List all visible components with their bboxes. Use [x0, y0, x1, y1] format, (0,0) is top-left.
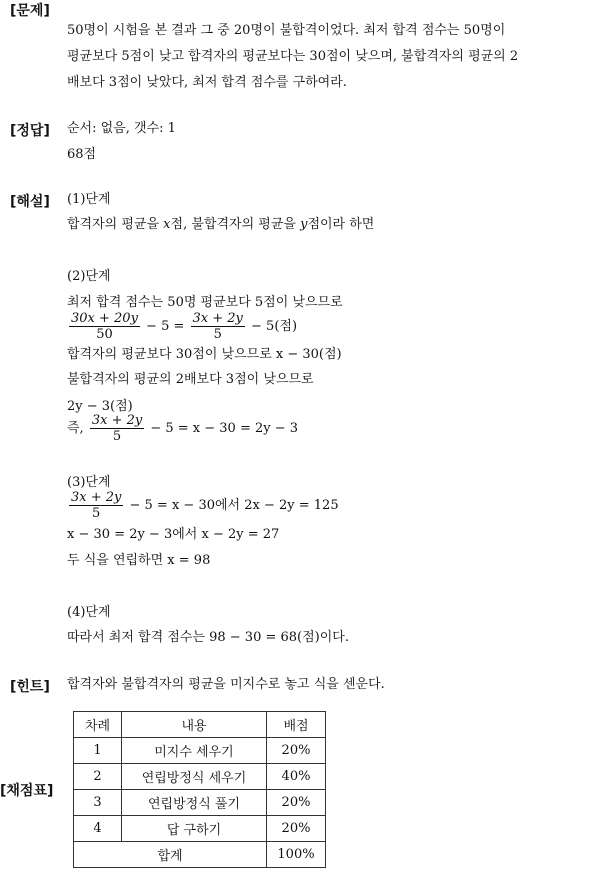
row-points: 20%	[267, 816, 326, 842]
header-content: 내용	[122, 712, 267, 738]
step3-line-1-rest: − 5 = x − 30에서 2x − 2y = 125	[125, 498, 339, 513]
row-points: 40%	[267, 764, 326, 790]
var-y: y	[300, 217, 308, 232]
fraction-numerator: 30x + 20y	[71, 311, 138, 326]
row-order: 1	[74, 738, 122, 764]
problem-line-3: 배보다 3점이 낮았다, 최저 합격 점수를 구하여라.	[67, 75, 347, 90]
fraction-numerator: 3x + 2y	[71, 490, 122, 505]
row-order: 4	[74, 816, 122, 842]
fraction	[69, 311, 140, 342]
fraction-numerator: 3x + 2y	[91, 413, 143, 428]
table-row	[74, 790, 326, 816]
row-content: 연립방정식 풀기	[122, 790, 267, 816]
step2-line-3	[67, 346, 342, 364]
hint-text: 합격자와 불합격자의 평균을 미지수로 놓고 식을 센운다.	[67, 677, 385, 692]
rubric-label: [채점표]	[0, 783, 54, 799]
row-content: 답 구하기	[122, 816, 267, 842]
row-order: 2	[74, 764, 122, 790]
step3-line-3: 두 식을 연립하면 x = 98	[67, 553, 211, 568]
row-order: 3	[74, 790, 122, 816]
problem-label: [문제]	[10, 3, 50, 19]
step2-equation-1	[67, 311, 297, 342]
var-x: x	[163, 217, 171, 232]
fraction-denominator: 5	[112, 429, 122, 444]
total-label: 합계	[74, 842, 267, 868]
step1-text	[67, 216, 374, 234]
step3-equation-1	[67, 490, 339, 521]
step2-line-6-rest: − 5 = x − 30 = 2y − 3	[146, 421, 299, 436]
problem-line-1: 50명이 시험을 본 결과 그 중 20명이 불합격이었다. 최저 합격 점수는 50명이	[67, 23, 506, 38]
solution-label: [해설]	[10, 194, 50, 210]
table-total-row	[74, 842, 326, 868]
step3-title: (3)단계	[67, 475, 111, 490]
step2-line-1: 최저 합격 점수는 50명 평균보다 5점이 낮으므로	[67, 295, 343, 310]
step2-line-3-text: 합격자의 평균보다 30점이 낮으므로	[67, 347, 276, 362]
step4-line: 따라서 최저 합격 점수는 98 − 30 = 68(점)이다.	[67, 630, 349, 645]
step3-line-2: x − 30 = 2y − 3에서 x − 2y = 27	[67, 527, 280, 542]
fraction-denominator: 5	[92, 506, 101, 521]
step2-line-3-math: x − 30(점)	[275, 347, 342, 362]
answer-label: [정답]	[10, 123, 50, 139]
fraction	[191, 311, 245, 342]
step4-title: (4)단계	[67, 605, 111, 620]
fraction-denominator: 5	[213, 327, 222, 342]
step1-text-b: 점, 불합격자의 평균을	[170, 217, 301, 232]
table-row	[74, 816, 326, 842]
row-content: 미지수 세우기	[122, 738, 267, 764]
table-row	[74, 738, 326, 764]
equation-mid: − 5 =	[141, 319, 189, 334]
step2-line-6-prefix: 즉,	[67, 421, 88, 436]
fraction-numerator: 3x + 2y	[192, 311, 243, 326]
fraction	[90, 413, 144, 444]
step2-equation-2	[67, 413, 298, 444]
step1-text-c: 점이라 하면	[307, 217, 375, 232]
fraction-denominator: 50	[96, 327, 113, 342]
problem-line-2: 평균보다 5점이 낮고 합격자의 평균보다는 30점이 낮으며, 불합격자의 평균의 2	[67, 49, 519, 64]
header-points: 배점	[267, 712, 326, 738]
step2-line-4: 불합격자의 평균의 2배보다 3점이 낮으므로	[67, 372, 314, 387]
row-points: 20%	[267, 738, 326, 764]
rubric-table	[73, 711, 326, 868]
row-content: 연립방정식 세우기	[122, 764, 267, 790]
step2-line-5: 2y − 3(점)	[67, 399, 133, 414]
total-value: 100%	[267, 842, 326, 868]
answer-line-2: 68점	[67, 147, 97, 162]
table-row	[74, 764, 326, 790]
table-header-row	[74, 712, 326, 738]
row-points: 20%	[267, 790, 326, 816]
step1-text-a: 합격자의 평균을	[67, 217, 164, 232]
equation-tail: − 5(점)	[246, 319, 298, 334]
answer-line-1: 순서: 없음, 갯수: 1	[67, 121, 176, 136]
fraction	[69, 490, 123, 521]
header-order: 차례	[74, 712, 122, 738]
step2-title: (2)단계	[67, 269, 111, 284]
hint-label: [힌트]	[10, 679, 50, 695]
step1-title: (1)단계	[67, 192, 111, 207]
